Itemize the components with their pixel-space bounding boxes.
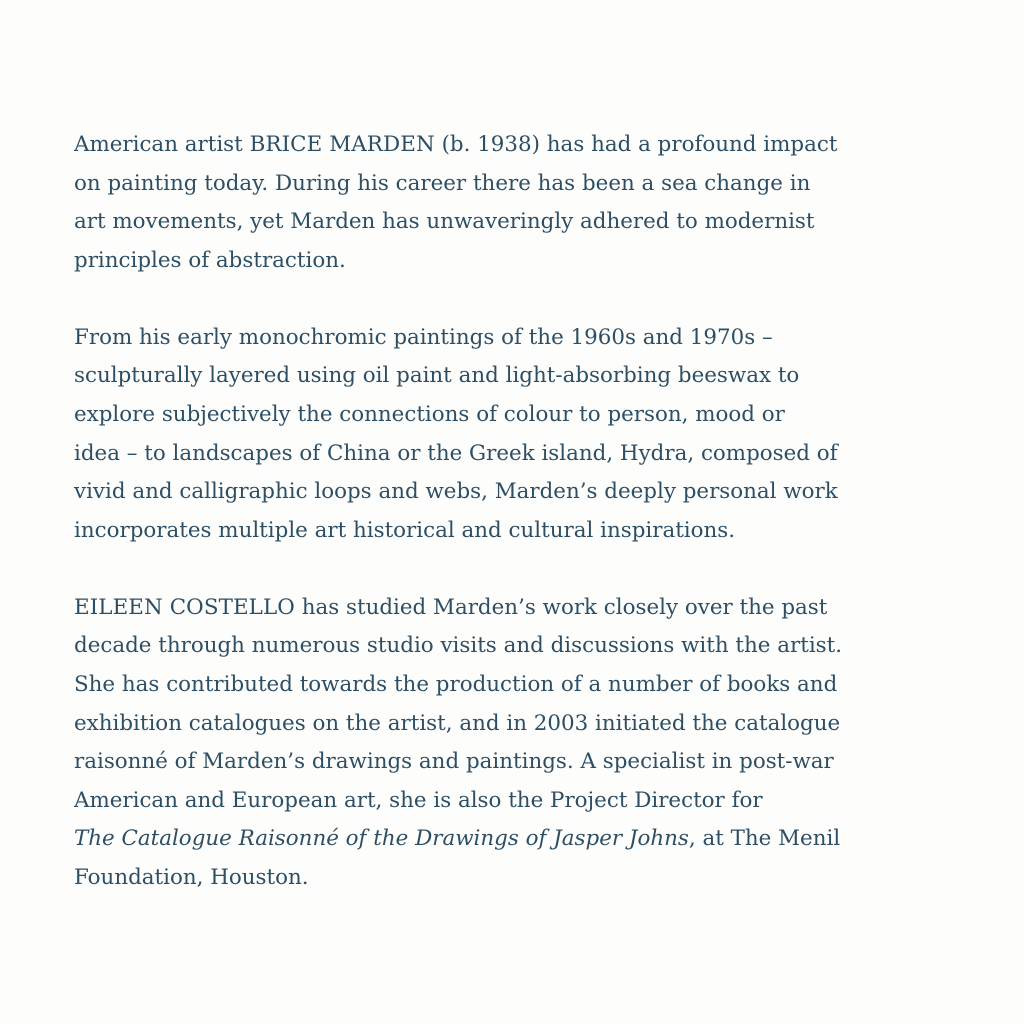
text-line: on painting today. During his career there has been a sea change in [74, 170, 811, 196]
author-name: EILEEN COSTELLO [74, 594, 295, 620]
text-line: From his early monochromic paintings of the 1960s and 1970s – [74, 324, 773, 350]
text-line: vivid and calligraphic loops and webs, Marden’s deeply personal work [74, 479, 838, 505]
text-line: idea – to landscapes of China or the Greek island, Hydra, composed of [74, 440, 838, 466]
text-line: principles of abstraction. [74, 247, 346, 273]
text-line: exhibition catalogues on the artist, and in 2003 initiated the catalogue [74, 710, 841, 736]
text-line: The Catalogue Raisonné of the Drawings of Jasper Johns, at The Menil [74, 826, 841, 852]
text-line: American and European art, she is also the Project Director for [74, 787, 763, 813]
text-line: raisonné of Marden’s drawings and paintings. A specialist in post-war [74, 749, 834, 775]
artist-name: BRICE MARDEN [249, 132, 435, 157]
paragraph-artist-work [74, 319, 974, 551]
text-line: explore subjectively the connections of colour to person, mood or [74, 401, 785, 427]
text-line: incorporates multiple art historical and cultural inspirations. [74, 517, 736, 543]
paragraph-author-bio [74, 589, 974, 898]
text-line: sculpturally layered using oil paint and light-absorbing beeswax to [74, 363, 800, 389]
cover-text [74, 126, 974, 897]
text-line: EILEEN COSTELLO has studied Marden’s work closely over the past [74, 594, 828, 620]
text-line: decade through numerous studio visits and discussions with the artist. [74, 633, 843, 659]
book-title: The Catalogue Raisonné of the Drawings of Jasper Johns [74, 826, 689, 852]
text-line: art movements, yet Marden has unwaveringly adhered to modernist [74, 209, 815, 235]
paragraph-artist-intro [74, 126, 974, 280]
text-line: American artist BRICE MARDEN (b. 1938) has had a profound impact [74, 132, 838, 157]
text-line: Foundation, Houston. [74, 864, 309, 890]
text-line: She has contributed towards the production of a number of books and [74, 671, 838, 697]
